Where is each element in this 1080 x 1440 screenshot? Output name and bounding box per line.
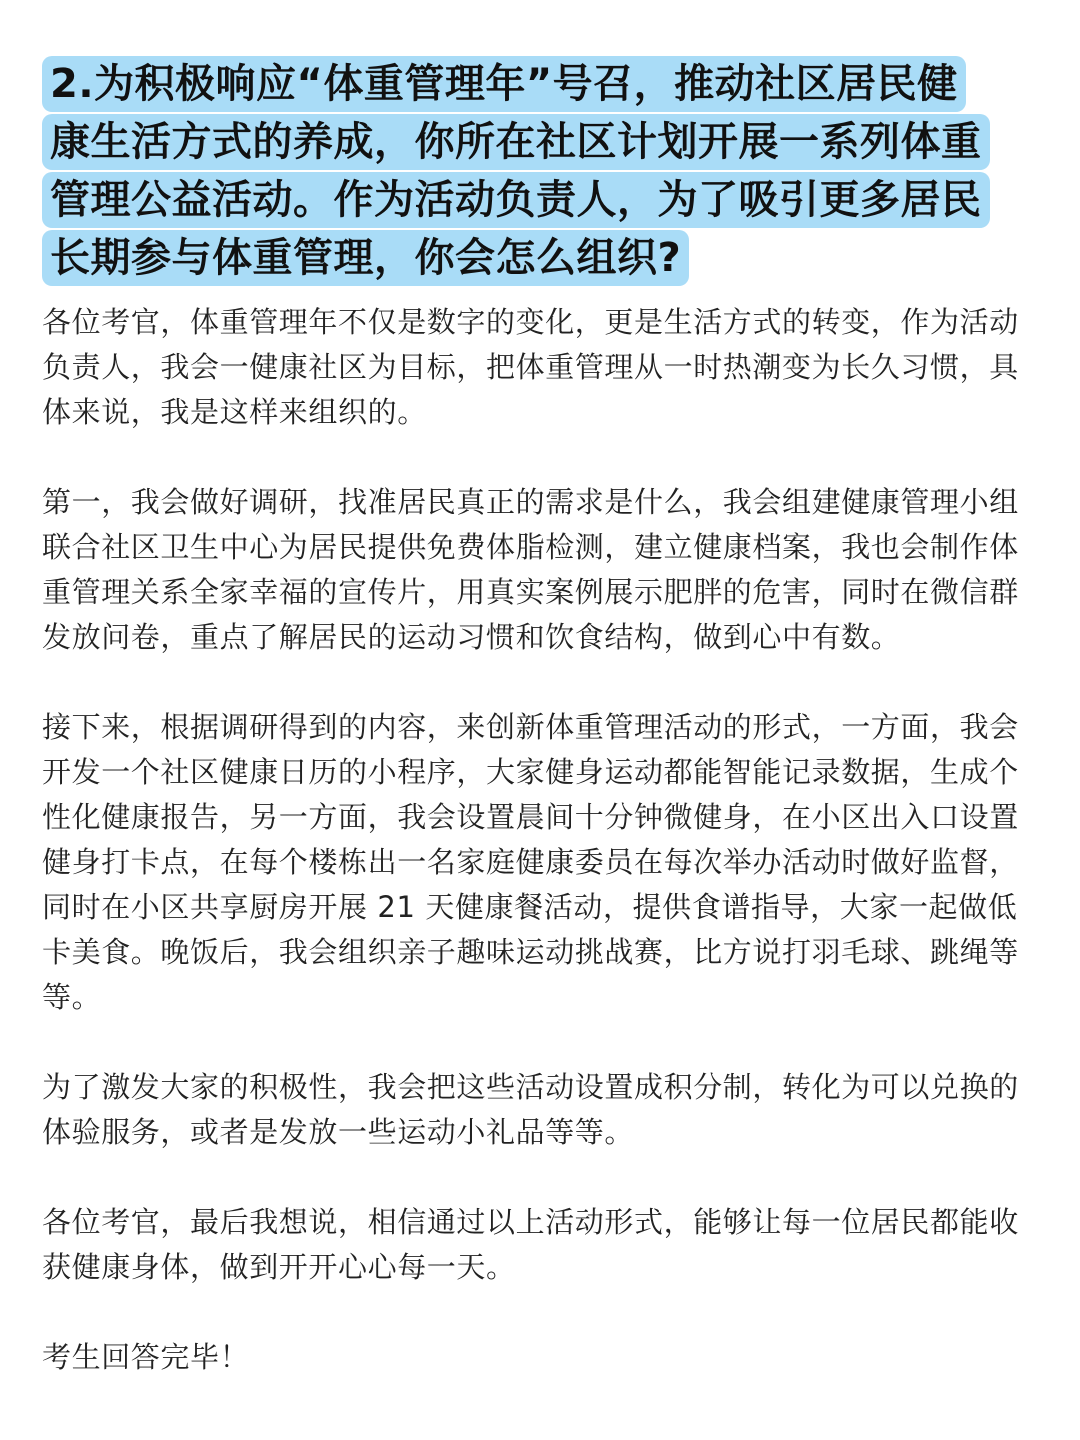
answer-paragraph-opening: 各位考官，体重管理年不仅是数字的变化，更是生活方式的转变，作为活动负责人，我会一健康社区为目标，把体重管理从一时热潮变为长久习惯，具体来说，我是这样来组织的。 <box>42 305 1019 429</box>
answer-paragraph-closing: 各位考官，最后我想说，相信通过以上活动形式，能够让每一位居民都能收获健康身体，做到开开心心每一天。 <box>42 1205 1019 1284</box>
answer-paragraph-activities: 接下来，根据调研得到的内容，来创新体重管理活动的形式，一方面，我会开发一个社区健康日历的小程序，大家健身运动都能智能记录数据，生成个性化健康报告，另一方面，我会设置晨间十分钟微健身，在小区出入口设置健身打卡点，在每个楼栋出一名家庭健康委员在每次举办活动时做好监督，同时在小区共享厨房开展 21 天健康餐活动，提供食谱指导，大家一起做低卡美食。晚饭后，我会组织亲子趣味运动挑战赛，比方说打羽毛球、跳绳等等。 <box>42 710 1019 1014</box>
question-line: 2.为积极响应“体重管理年”号召，推动社区居民健 <box>42 56 966 112</box>
answer-paragraph-incentives: 为了激发大家的积极性，我会把这些活动设置成积分制，转化为可以兑换的体验服务，或者是发放一些运动小礼品等等。 <box>42 1070 1019 1149</box>
question-line: 管理公益活动。作为活动负责人，为了吸引更多居民 <box>42 172 990 228</box>
answer-paragraph-research: 第一，我会做好调研，找准居民真正的需求是什么，我会组建健康管理小组联合社区卫生中心为居民提供免费体脂检测，建立健康档案，我也会制作体重管理关系全家幸福的宣传片，用真实案例展示肥胖的危害，同时在微信群发放问卷，重点了解居民的运动习惯和饮食结构，做到心中有数。 <box>42 485 1019 654</box>
answer-block <box>42 300 1042 1380</box>
question-line: 康生活方式的养成，你所在社区计划开展一系列体重 <box>42 114 990 170</box>
question-line: 长期参与体重管理，你会怎么组织? <box>42 230 689 286</box>
answer-paragraph-end: 考生回答完毕！ <box>42 1340 250 1374</box>
